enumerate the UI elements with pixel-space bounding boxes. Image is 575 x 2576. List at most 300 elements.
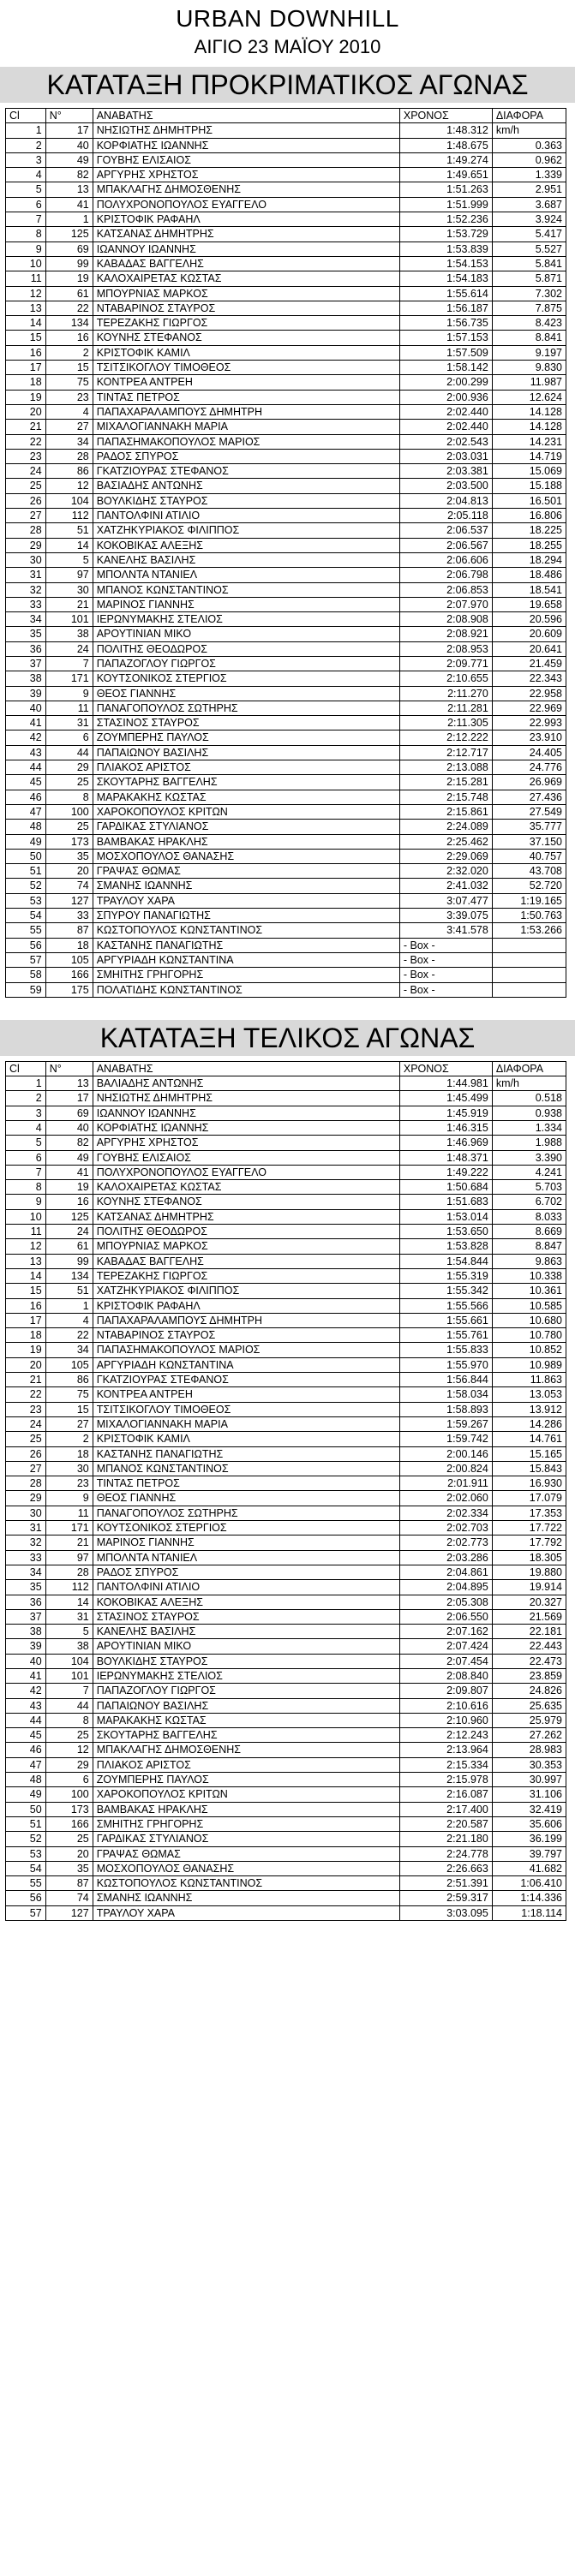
cell-bib-number: 2 bbox=[45, 1432, 93, 1446]
cell-rider-name: ΠΟΛΙΤΗΣ ΘΕΟΔΩΡΟΣ bbox=[93, 1225, 399, 1239]
cell-difference: 0.363 bbox=[492, 138, 566, 152]
cell-rider-name: ΝΗΣΙΩΤΗΣ ΔΗΜΗΤΡΗΣ bbox=[93, 1091, 399, 1106]
cell-difference: 14.719 bbox=[492, 449, 566, 463]
cell-time: 2:24.778 bbox=[399, 1846, 492, 1861]
table-row bbox=[6, 1195, 566, 1209]
cell-classification: 6 bbox=[6, 197, 46, 212]
table-row bbox=[6, 404, 566, 419]
cell-bib-number: 74 bbox=[45, 1891, 93, 1905]
cell-rider-name: ΓΡΑΨΑΣ ΘΩΜΑΣ bbox=[93, 1846, 399, 1861]
cell-classification: 44 bbox=[6, 760, 46, 775]
table-row bbox=[6, 1506, 566, 1520]
cell-difference: 37.150 bbox=[492, 834, 566, 849]
cell-difference: 10.361 bbox=[492, 1284, 566, 1298]
table-row bbox=[6, 1832, 566, 1846]
table-row bbox=[6, 834, 566, 849]
cell-bib-number: 24 bbox=[45, 1225, 93, 1239]
cell-difference: 39.797 bbox=[492, 1846, 566, 1861]
cell-bib-number: 9 bbox=[45, 686, 93, 701]
cell-time: 1:46.969 bbox=[399, 1136, 492, 1150]
cell-classification: 4 bbox=[6, 1121, 46, 1136]
cell-classification: 17 bbox=[6, 1313, 46, 1327]
cell-rider-name: ΣΜΗΙΤΗΣ ΓΡΗΓΟΡΗΣ bbox=[93, 1816, 399, 1831]
cell-time: 2:04.813 bbox=[399, 493, 492, 508]
table-row bbox=[6, 864, 566, 879]
cell-time: 2:15.978 bbox=[399, 1773, 492, 1787]
cell-time: 2:02.060 bbox=[399, 1491, 492, 1506]
cell-rider-name: ΚΡΙΣΤΟΦΙΚ ΡΑΦΑΗΛ bbox=[93, 1298, 399, 1313]
cell-time: 2:06.853 bbox=[399, 582, 492, 597]
cell-difference: 36.199 bbox=[492, 1832, 566, 1846]
cell-classification: 48 bbox=[6, 1773, 46, 1787]
cell-bib-number: 105 bbox=[45, 952, 93, 967]
cell-difference: 1.988 bbox=[492, 1136, 566, 1150]
cell-rider-name: ΜΠΑΚΛΑΓΗΣ ΔΗΜΟΣΘΕΝΗΣ bbox=[93, 182, 399, 197]
cell-bib-number: 87 bbox=[45, 1876, 93, 1891]
cell-difference: 10.338 bbox=[492, 1268, 566, 1283]
cell-classification: 1 bbox=[6, 123, 46, 138]
cell-time: 2:12.222 bbox=[399, 730, 492, 745]
cell-time: 1:55.566 bbox=[399, 1298, 492, 1313]
cell-classification: 21 bbox=[6, 1373, 46, 1387]
cell-difference: 0.962 bbox=[492, 152, 566, 167]
table-row bbox=[6, 1476, 566, 1491]
cell-bib-number: 31 bbox=[45, 1609, 93, 1624]
cell-bib-number: 25 bbox=[45, 1832, 93, 1846]
cell-classification: 20 bbox=[6, 1357, 46, 1372]
table-row bbox=[6, 1225, 566, 1239]
cell-classification: 57 bbox=[6, 1905, 46, 1920]
table-row bbox=[6, 1565, 566, 1579]
table-row bbox=[6, 1802, 566, 1816]
cell-time: 1:55.614 bbox=[399, 286, 492, 301]
cell-classification: 9 bbox=[6, 1195, 46, 1209]
cell-rider-name: ΘΕΟΣ ΓΙΑΝΝΗΣ bbox=[93, 1491, 399, 1506]
cell-classification: 24 bbox=[6, 1416, 46, 1431]
cell-time: 2:51.391 bbox=[399, 1876, 492, 1891]
cell-rider-name: ΓΟΥΒΗΣ ΕΛΙΣΑΙΟΣ bbox=[93, 152, 399, 167]
cell-classification: 30 bbox=[6, 1506, 46, 1520]
cell-bib-number: 18 bbox=[45, 938, 93, 952]
cell-difference: 16.806 bbox=[492, 509, 566, 523]
table-row bbox=[6, 1876, 566, 1891]
cell-difference: 1:50.763 bbox=[492, 909, 566, 923]
cell-time: - Box - bbox=[399, 982, 492, 997]
cell-time: 2:08.921 bbox=[399, 627, 492, 641]
table-row bbox=[6, 730, 566, 745]
cell-rider-name: ΚΡΙΣΤΟΦΙΚ ΡΑΦΑΗΛ bbox=[93, 212, 399, 227]
cell-bib-number: 30 bbox=[45, 1461, 93, 1476]
cell-rider-name: ΑΡΓΥΡΙΑΔΗ ΚΩΝΣΤΑΝΤΙΝΑ bbox=[93, 1357, 399, 1372]
cell-difference: 18.541 bbox=[492, 582, 566, 597]
cell-classification: 16 bbox=[6, 1298, 46, 1313]
cell-classification: 38 bbox=[6, 671, 46, 686]
cell-time: 2:08.840 bbox=[399, 1668, 492, 1683]
table-row bbox=[6, 138, 566, 152]
cell-rider-name: ΧΑΤΖΗΚΥΡΙΑΚΟΣ ΦΙΛΙΠΠΟΣ bbox=[93, 523, 399, 538]
cell-difference: 8.847 bbox=[492, 1239, 566, 1254]
cell-classification: 18 bbox=[6, 375, 46, 390]
cell-time: 2:11.281 bbox=[399, 701, 492, 715]
cell-bib-number: 29 bbox=[45, 1757, 93, 1772]
cell-classification: 29 bbox=[6, 1491, 46, 1506]
cell-rider-name: ΑΡΓΥΡΗΣ ΧΡΗΣΤΟΣ bbox=[93, 1136, 399, 1150]
cell-rider-name: ΝΤΑΒΑΡΙΝΟΣ ΣΤΑΥΡΟΣ bbox=[93, 1328, 399, 1343]
cell-time: 1:49.222 bbox=[399, 1165, 492, 1179]
cell-bib-number: 171 bbox=[45, 671, 93, 686]
event-title: URBAN DOWNHILL bbox=[176, 5, 399, 32]
cell-classification: 56 bbox=[6, 938, 46, 952]
cell-bib-number: 125 bbox=[45, 227, 93, 242]
cell-bib-number: 40 bbox=[45, 1121, 93, 1136]
cell-rider-name: ΚΟΚΟΒΙΚΑΣ ΑΛΕΞΗΣ bbox=[93, 538, 399, 552]
cell-time: 2:12.717 bbox=[399, 745, 492, 760]
cell-difference: km/h bbox=[492, 123, 566, 138]
cell-time: 2:15.334 bbox=[399, 1757, 492, 1772]
table-row bbox=[6, 1416, 566, 1431]
cell-rider-name: ΤΙΝΤΑΣ ΠΕΤΡΟΣ bbox=[93, 390, 399, 404]
cell-rider-name: ΝΗΣΙΩΤΗΣ ΔΗΜΗΤΡΗΣ bbox=[93, 123, 399, 138]
table-row bbox=[6, 1461, 566, 1476]
cell-classification: 11 bbox=[6, 1225, 46, 1239]
table-row bbox=[6, 242, 566, 256]
cell-rider-name: ΓΚΑΤΖΙΟΥΡΑΣ ΣΤΕΦΑΝΟΣ bbox=[93, 464, 399, 479]
cell-time: 2:01.911 bbox=[399, 1476, 492, 1491]
cell-time: 2:11.305 bbox=[399, 716, 492, 730]
cell-difference: 5.871 bbox=[492, 271, 566, 286]
cell-bib-number: 127 bbox=[45, 893, 93, 908]
cell-difference: 52.720 bbox=[492, 879, 566, 893]
cell-rider-name: ΒΑΜΒΑΚΑΣ ΗΡΑΚΛΗΣ bbox=[93, 1802, 399, 1816]
table-row bbox=[6, 523, 566, 538]
cell-difference: 17.079 bbox=[492, 1491, 566, 1506]
cell-time: 2:10.655 bbox=[399, 671, 492, 686]
cell-bib-number: 18 bbox=[45, 1446, 93, 1461]
cell-bib-number: 24 bbox=[45, 641, 93, 656]
cell-bib-number: 22 bbox=[45, 301, 93, 315]
cell-rider-name: ΤΙΝΤΑΣ ΠΕΤΡΟΣ bbox=[93, 1476, 399, 1491]
cell-classification: 47 bbox=[6, 804, 46, 819]
cell-difference: 24.826 bbox=[492, 1684, 566, 1698]
cell-difference: 14.128 bbox=[492, 404, 566, 419]
cell-rider-name: ΑΡΓΥΡΗΣ ΧΡΗΣΤΟΣ bbox=[93, 168, 399, 182]
cell-time: 2:03.031 bbox=[399, 449, 492, 463]
cell-rider-name: ΒΑΛΙΑΔΗΣ ΑΝΤΩΝΗΣ bbox=[93, 1076, 399, 1091]
cell-time: 2:24.089 bbox=[399, 820, 492, 834]
cell-rider-name: ΓΑΡΔΙΚΑΣ ΣΤΥΛΙΑΝΟΣ bbox=[93, 1832, 399, 1846]
table-row bbox=[6, 1254, 566, 1268]
cell-bib-number: 16 bbox=[45, 331, 93, 345]
cell-rider-name: ΚΑΣΤΑΝΗΣ ΠΑΝΑΓΙΩΤΗΣ bbox=[93, 1446, 399, 1461]
table-row bbox=[6, 1387, 566, 1402]
cell-classification: 21 bbox=[6, 420, 46, 434]
cell-time: 2:09.771 bbox=[399, 656, 492, 671]
cell-difference: 22.181 bbox=[492, 1625, 566, 1639]
cell-time: 1:45.499 bbox=[399, 1091, 492, 1106]
cell-rider-name: ΚΟΥΤΣΟΝΙΚΟΣ ΣΤΕΡΓΙΟΣ bbox=[93, 1521, 399, 1535]
cell-time: 2:00.936 bbox=[399, 390, 492, 404]
cell-classification: 2 bbox=[6, 1091, 46, 1106]
cell-difference bbox=[492, 968, 566, 982]
cell-rider-name: ΚΡΙΣΤΟΦΙΚ ΚΑΜΙΛ bbox=[93, 345, 399, 360]
cell-difference: 22.343 bbox=[492, 671, 566, 686]
cell-rider-name: ΜΠΟΛΝΤΑ ΝΤΑΝΙΕΛ bbox=[93, 568, 399, 582]
cell-rider-name: ΜΟΣΧΟΠΟΥΛΟΣ ΘΑΝΑΣΗΣ bbox=[93, 1861, 399, 1875]
cell-difference: 7.302 bbox=[492, 286, 566, 301]
cell-bib-number: 8 bbox=[45, 790, 93, 804]
cell-difference: 23.910 bbox=[492, 730, 566, 745]
cell-difference: 19.880 bbox=[492, 1565, 566, 1579]
cell-difference: 16.501 bbox=[492, 493, 566, 508]
cell-difference: 11.863 bbox=[492, 1373, 566, 1387]
cell-bib-number: 38 bbox=[45, 1639, 93, 1654]
table-row bbox=[6, 212, 566, 227]
cell-difference: 18.486 bbox=[492, 568, 566, 582]
cell-time: 2:15.748 bbox=[399, 790, 492, 804]
cell-rider-name: ΒΑΣΙΑΔΗΣ ΑΝΤΩΝΗΣ bbox=[93, 479, 399, 493]
cell-difference: 10.585 bbox=[492, 1298, 566, 1313]
cell-difference: 14.761 bbox=[492, 1432, 566, 1446]
cell-rider-name: ΚΟΥΝΗΣ ΣΤΕΦΑΝΟΣ bbox=[93, 331, 399, 345]
cell-bib-number: 5 bbox=[45, 1625, 93, 1639]
cell-difference: 28.983 bbox=[492, 1743, 566, 1757]
table-row bbox=[6, 775, 566, 790]
cell-difference: 15.165 bbox=[492, 1446, 566, 1461]
cell-rider-name: ΠΑΝΤΟΛΦΙΝΙ ΑΤΙΛΙΟ bbox=[93, 1580, 399, 1595]
cell-classification: 20 bbox=[6, 404, 46, 419]
cell-classification: 27 bbox=[6, 509, 46, 523]
cell-difference: 18.305 bbox=[492, 1550, 566, 1565]
cell-bib-number: 34 bbox=[45, 434, 93, 449]
cell-rider-name: ΚΟΚΟΒΙΚΑΣ ΑΛΕΞΗΣ bbox=[93, 1595, 399, 1609]
cell-difference: 21.569 bbox=[492, 1609, 566, 1624]
cell-classification: 28 bbox=[6, 523, 46, 538]
table-header-row bbox=[6, 109, 566, 123]
cell-rider-name: ΤΡΑΥΛΟΥ ΧΑΡΑ bbox=[93, 1905, 399, 1920]
cell-classification: 46 bbox=[6, 790, 46, 804]
cell-bib-number: 87 bbox=[45, 923, 93, 938]
cell-bib-number: 112 bbox=[45, 509, 93, 523]
cell-classification: 57 bbox=[6, 952, 46, 967]
table-row bbox=[6, 1654, 566, 1668]
cell-bib-number: 99 bbox=[45, 1254, 93, 1268]
cell-time: 1:52.236 bbox=[399, 212, 492, 227]
cell-difference: 14.128 bbox=[492, 420, 566, 434]
cell-bib-number: 22 bbox=[45, 1328, 93, 1343]
cell-time: 2:25.462 bbox=[399, 834, 492, 849]
cell-time: 1:58.142 bbox=[399, 361, 492, 375]
cell-bib-number: 33 bbox=[45, 909, 93, 923]
cell-rider-name: ΚΟΡΦΙΑΤΗΣ ΙΩΑΝΝΗΣ bbox=[93, 1121, 399, 1136]
cell-classification: 10 bbox=[6, 256, 46, 271]
cell-time: 1:55.319 bbox=[399, 1268, 492, 1283]
cell-difference: 5.417 bbox=[492, 227, 566, 242]
cell-bib-number: 17 bbox=[45, 123, 93, 138]
cell-time: 1:53.014 bbox=[399, 1209, 492, 1224]
cell-classification: 53 bbox=[6, 1846, 46, 1861]
cell-bib-number: 27 bbox=[45, 1416, 93, 1431]
cell-difference: 7.875 bbox=[492, 301, 566, 315]
cell-time: 2:06.798 bbox=[399, 568, 492, 582]
col-header-time: ΧΡΟΝΟΣ bbox=[399, 1061, 492, 1076]
cell-classification: 30 bbox=[6, 552, 46, 567]
table-row bbox=[6, 1787, 566, 1802]
cell-bib-number: 34 bbox=[45, 1343, 93, 1357]
cell-classification: 39 bbox=[6, 1639, 46, 1654]
table-row bbox=[6, 1773, 566, 1787]
cell-classification: 43 bbox=[6, 745, 46, 760]
table-row bbox=[6, 1091, 566, 1106]
table-row bbox=[6, 1136, 566, 1150]
cell-classification: 53 bbox=[6, 893, 46, 908]
table-row bbox=[6, 390, 566, 404]
cell-bib-number: 29 bbox=[45, 760, 93, 775]
table-row bbox=[6, 1625, 566, 1639]
cell-time: 1:55.661 bbox=[399, 1313, 492, 1327]
cell-time: 2:10.960 bbox=[399, 1713, 492, 1727]
cell-classification: 50 bbox=[6, 849, 46, 863]
cell-rider-name: ΣΜΑΝΗΣ ΙΩΑΝΝΗΣ bbox=[93, 879, 399, 893]
cell-rider-name: ΓΡΑΨΑΣ ΘΩΜΑΣ bbox=[93, 864, 399, 879]
cell-bib-number: 175 bbox=[45, 982, 93, 997]
cell-time: 1:56.735 bbox=[399, 316, 492, 331]
cell-classification: 45 bbox=[6, 1728, 46, 1743]
cell-bib-number: 99 bbox=[45, 256, 93, 271]
cell-classification: 5 bbox=[6, 1136, 46, 1150]
cell-difference: 23.859 bbox=[492, 1668, 566, 1683]
cell-time: 1:50.684 bbox=[399, 1180, 492, 1195]
cell-bib-number: 28 bbox=[45, 1565, 93, 1579]
table-row bbox=[6, 361, 566, 375]
cell-difference: 0.938 bbox=[492, 1106, 566, 1120]
cell-classification: 15 bbox=[6, 1284, 46, 1298]
table-row bbox=[6, 1595, 566, 1609]
table-row bbox=[6, 1150, 566, 1165]
cell-time: 1:58.893 bbox=[399, 1402, 492, 1416]
cell-bib-number: 23 bbox=[45, 1476, 93, 1491]
cell-time: 1:57.509 bbox=[399, 345, 492, 360]
table-row bbox=[6, 1743, 566, 1757]
cell-rider-name: ΚΑΝΕΛΗΣ ΒΑΣΙΛΗΣ bbox=[93, 1625, 399, 1639]
cell-difference: 11.987 bbox=[492, 375, 566, 390]
qualifying-heading: ΚΑΤΑΤΑΞΗ ΠΡΟΚΡΙΜΑΤΙΚΟΣ ΑΓΩΝΑΣ bbox=[0, 67, 575, 103]
col-header-cl: Cl bbox=[6, 109, 46, 123]
col-header-diff: ΔΙΑΦΟΡΑ bbox=[492, 1061, 566, 1076]
table-row bbox=[6, 1313, 566, 1327]
cell-rider-name: ΝΤΑΒΑΡΙΝΟΣ ΣΤΑΥΡΟΣ bbox=[93, 301, 399, 315]
cell-bib-number: 28 bbox=[45, 449, 93, 463]
cell-time: 1:53.650 bbox=[399, 1225, 492, 1239]
cell-classification: 41 bbox=[6, 1668, 46, 1683]
cell-difference: 13.912 bbox=[492, 1402, 566, 1416]
cell-time: 2:13.088 bbox=[399, 760, 492, 775]
table-row bbox=[6, 331, 566, 345]
cell-rider-name: ΠΟΛΑΤΙΔΗΣ ΚΩΝΣΤΑΝΤΙΝΟΣ bbox=[93, 982, 399, 997]
cell-rider-name: ΠΑΠΑΣΗΜΑΚΟΠΟΥΛΟΣ ΜΑΡΙΟΣ bbox=[93, 434, 399, 449]
cell-bib-number: 7 bbox=[45, 656, 93, 671]
cell-classification: 22 bbox=[6, 1387, 46, 1402]
cell-classification: 35 bbox=[6, 1580, 46, 1595]
cell-rider-name: ΠΟΛΙΤΗΣ ΘΕΟΔΩΡΟΣ bbox=[93, 641, 399, 656]
cell-bib-number: 6 bbox=[45, 730, 93, 745]
cell-rider-name: ΠΛΙΑΚΟΣ ΑΡΙΣΤΟΣ bbox=[93, 1757, 399, 1772]
cell-rider-name: ΚΑΒΑΔΑΣ ΒΑΓΓΕΛΗΣ bbox=[93, 256, 399, 271]
table-row bbox=[6, 1728, 566, 1743]
cell-time: 1:53.828 bbox=[399, 1239, 492, 1254]
cell-rider-name: ΜΠΑΚΛΑΓΗΣ ΔΗΜΟΣΘΕΝΗΣ bbox=[93, 1743, 399, 1757]
cell-rider-name: ΡΑΔΟΣ ΣΠΥΡΟΣ bbox=[93, 1565, 399, 1579]
cell-classification: 13 bbox=[6, 1254, 46, 1268]
event-date: ΑΙΓΙΟ 23 ΜΑΪΟΥ 2010 bbox=[194, 36, 381, 57]
cell-bib-number: 27 bbox=[45, 420, 93, 434]
cell-difference: 22.969 bbox=[492, 701, 566, 715]
cell-time: 1:46.315 bbox=[399, 1121, 492, 1136]
cell-rider-name: ΠΟΛΥΧΡΟΝΟΠΟΥΛΟΣ ΕΥΑΓΓΕΛΟ bbox=[93, 197, 399, 212]
cell-difference: 18.294 bbox=[492, 552, 566, 567]
cell-classification: 56 bbox=[6, 1891, 46, 1905]
qualifying-results-table bbox=[5, 108, 566, 998]
table-row bbox=[6, 1268, 566, 1283]
cell-rider-name: ΙΩΑΝΝΟΥ ΙΩΑΝΝΗΣ bbox=[93, 1106, 399, 1120]
cell-bib-number: 69 bbox=[45, 1106, 93, 1120]
cell-bib-number: 74 bbox=[45, 879, 93, 893]
cell-difference: 0.518 bbox=[492, 1091, 566, 1106]
cell-time: 1:55.833 bbox=[399, 1343, 492, 1357]
cell-difference: 9.197 bbox=[492, 345, 566, 360]
cell-time: 1:55.342 bbox=[399, 1284, 492, 1298]
cell-time: 3:03.095 bbox=[399, 1905, 492, 1920]
cell-time: 2:02.773 bbox=[399, 1535, 492, 1550]
table-row bbox=[6, 1521, 566, 1535]
table-row bbox=[6, 1668, 566, 1683]
table-row bbox=[6, 1550, 566, 1565]
cell-classification: 3 bbox=[6, 1106, 46, 1120]
cell-difference: 35.606 bbox=[492, 1816, 566, 1831]
table-row bbox=[6, 1402, 566, 1416]
final-results-table bbox=[5, 1061, 566, 1921]
cell-difference: 8.423 bbox=[492, 316, 566, 331]
cell-time: 2:11.270 bbox=[399, 686, 492, 701]
cell-rider-name: ΠΟΛΥΧΡΟΝΟΠΟΥΛΟΣ ΕΥΑΓΓΕΛΟ bbox=[93, 1165, 399, 1179]
table-row bbox=[6, 1491, 566, 1506]
cell-classification: 23 bbox=[6, 1402, 46, 1416]
cell-bib-number: 166 bbox=[45, 1816, 93, 1831]
cell-difference: 14.286 bbox=[492, 1416, 566, 1431]
cell-rider-name: ΣΜΑΝΗΣ ΙΩΑΝΝΗΣ bbox=[93, 1891, 399, 1905]
table-row bbox=[6, 375, 566, 390]
cell-difference: 1.334 bbox=[492, 1121, 566, 1136]
cell-classification: 33 bbox=[6, 597, 46, 611]
cell-classification: 51 bbox=[6, 1816, 46, 1831]
cell-rider-name: ΓΚΑΤΖΙΟΥΡΑΣ ΣΤΕΦΑΝΟΣ bbox=[93, 1373, 399, 1387]
cell-time: 2:03.500 bbox=[399, 479, 492, 493]
cell-bib-number: 30 bbox=[45, 582, 93, 597]
cell-rider-name: ΜΙΧΑΛΟΓΙΑΝΝΑΚΗ ΜΑΡΙΑ bbox=[93, 420, 399, 434]
cell-time: 1:49.274 bbox=[399, 152, 492, 167]
cell-bib-number: 12 bbox=[45, 479, 93, 493]
cell-rider-name: ΠΑΝΤΟΛΦΙΝΙ ΑΤΙΛΙΟ bbox=[93, 509, 399, 523]
table-row bbox=[6, 1535, 566, 1550]
cell-time: 2:03.381 bbox=[399, 464, 492, 479]
cell-difference: km/h bbox=[492, 1076, 566, 1091]
cell-rider-name: ΚΑΝΕΛΗΣ ΒΑΣΙΛΗΣ bbox=[93, 552, 399, 567]
table-row bbox=[6, 316, 566, 331]
cell-rider-name: ΤΕΡΕΖΑΚΗΣ ΓΙΩΡΓΟΣ bbox=[93, 316, 399, 331]
cell-bib-number: 173 bbox=[45, 1802, 93, 1816]
cell-difference: 1:14.336 bbox=[492, 1891, 566, 1905]
cell-difference: 35.777 bbox=[492, 820, 566, 834]
cell-bib-number: 86 bbox=[45, 464, 93, 479]
